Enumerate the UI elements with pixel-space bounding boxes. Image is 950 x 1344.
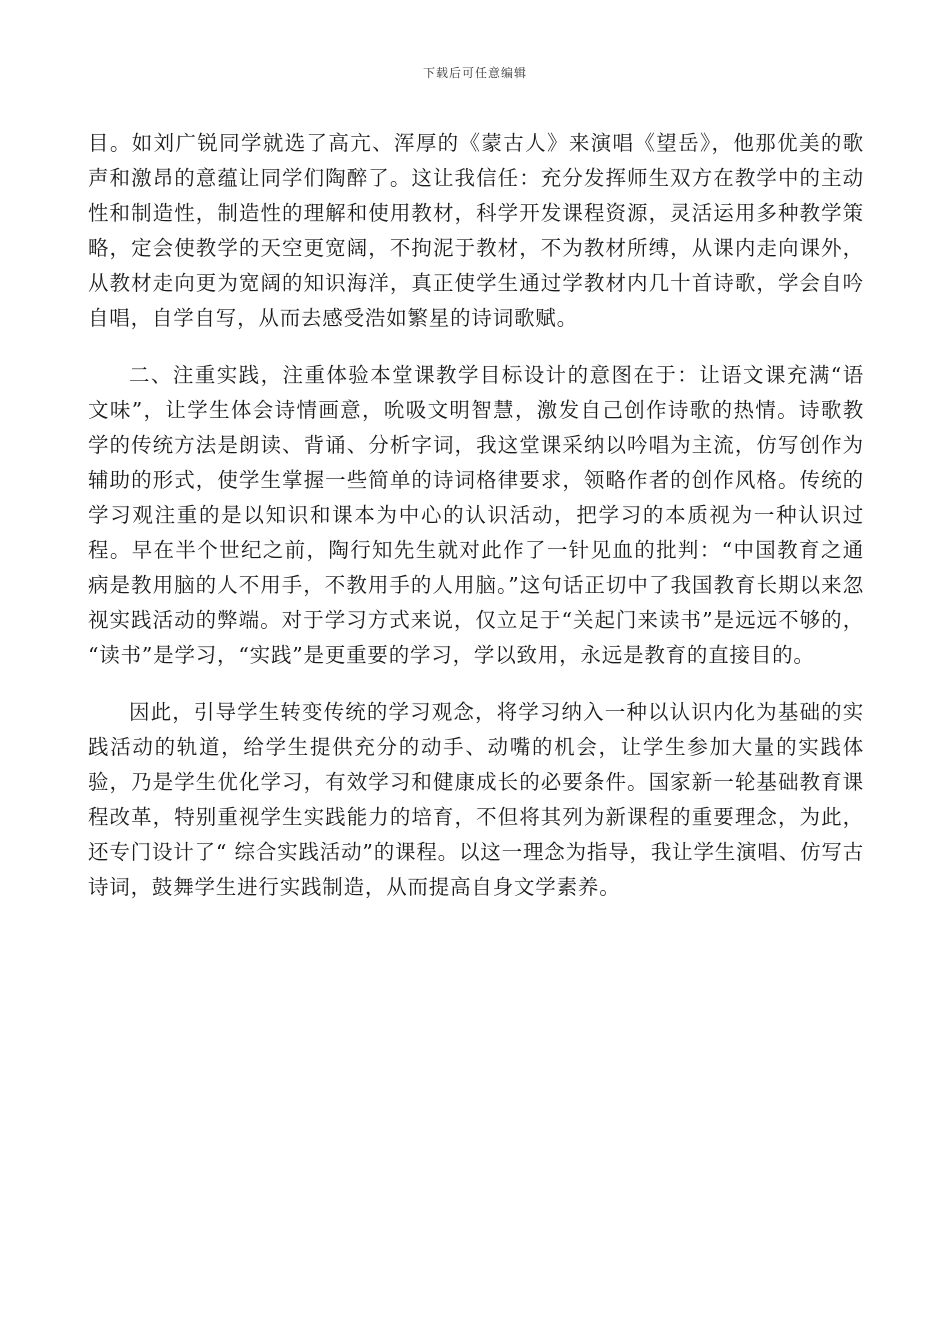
- paragraph-conclusion: 因此，引导学生转变传统的学习观念，将学习纳入一种以认识内化为基础的实践活动的轨道，给学生提供充分的动手、动嘴的机会，让学生参加大量的实践体验，乃是学生优化学习，有效学习和健康成长的必要条件。国家新一轮基础教育课程改革，特别重视学生实践能力的培育，不但将其列为新课程的重要理念，为此，还专门设计了“ 综合实践活动”的课程。以这一理念为指导，我让学生演唱、仿写古诗词，鼓舞学生进行实践制造，从而提高自身文学素养。: [88, 700, 864, 899]
- paragraph-practice: 二、注重实践，注重体验本堂课教学目标设计的意图在于：让语文课充满“语文味”，让学生体会诗情画意，吮吸文明智慧，激发自己创作诗歌的热情。诗歌教学的传统方法是朗读、背诵、分析字词，我这堂课采纳以吟唱为主流，仿写创作为辅助的形式，使学生掌握一些简单的诗词格律要求，领略作者的创作风格。传统的学习观注重的是以知识和课本为中心的认识活动，把学习的本质视为一种认识过程。早在半个世纪之前，陶行知先生就对此作了一针见血的批判：“中国教育之通病是教用脑的人不用手，不教用手的人用脑。”这句话正切中了我国教育长期以来忽视实践活动的弊端。对于学习方式来说，仅立足于“关起门来读书”是远远不够的， “读书”是学习，“实践”是更重要的学习，学以致用，永远是教育的直接目的。: [88, 363, 864, 667]
- paragraph-continuation: 目。如刘广锐同学就选了高亢、浑厚的《蒙古人》来演唱《望岳》，他那优美的歌声和激昂的意蕴让同学们陶醉了。这让我信任：充分发挥师生双方在教学中的主动性和制造性，制造性的理解和使用教材，科学开发课程资源，灵活运用多种教学策略，定会使教学的天空更宽阔，不拘泥于教材，不为教材所缚，从课内走向课外，从教材走向更为宽阔的知识海洋，真正使学生通过学教材内几十首诗歌，学会自吟自唱，自学自写，从而去感受浩如繁星的诗词歌赋。: [88, 131, 864, 330]
- page-header-note: 下载后可任意编辑: [422, 66, 527, 80]
- document-body: [88, 126, 864, 927]
